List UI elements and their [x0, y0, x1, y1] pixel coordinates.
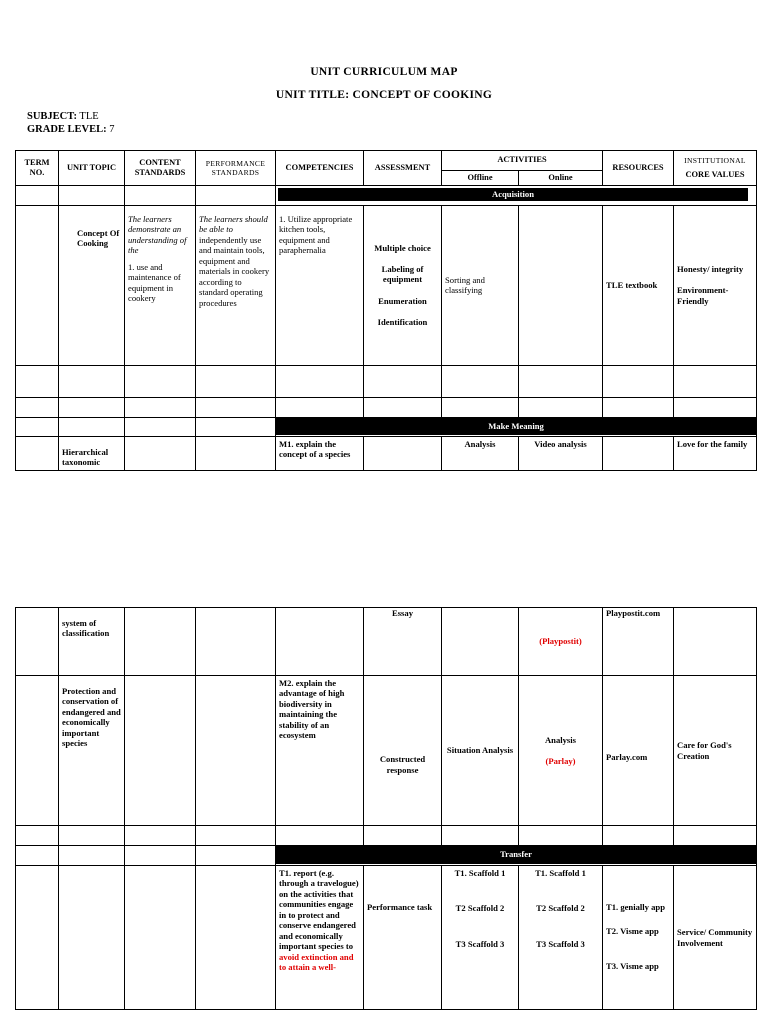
t1-online-1: T1. Scaffold 1 — [535, 868, 586, 878]
m1b-resources: Playpostit.com — [603, 608, 674, 676]
section-make-meaning-cell — [276, 417, 757, 436]
m2-assessment: Constructed response — [364, 676, 442, 826]
row1-value-2: Environment-Friendly — [677, 285, 729, 306]
row1-content — [125, 205, 196, 365]
row1-values — [674, 205, 757, 365]
row1-value-1: Honesty/ integrity — [677, 264, 744, 274]
header-online: Online — [519, 171, 603, 186]
m2-online — [519, 676, 603, 826]
t1-online-3: T3 Scaffold 3 — [536, 938, 585, 949]
row1-assessment-1: Multiple choice — [374, 242, 431, 253]
m2-values: Care for God's Creation — [674, 676, 757, 826]
t1-offline — [442, 866, 519, 1010]
row1-content-intro: The learners demonstrate an understanding of the — [128, 213, 187, 256]
m2-online-2: (Parlay) — [545, 756, 576, 766]
row1-assessment-2: Labeling of equipment — [381, 264, 424, 285]
m1-offline: Analysis — [442, 436, 519, 470]
header-activities: ACTIVITIES — [442, 151, 603, 171]
header-content-standards: CONTENT STANDARDS — [125, 151, 196, 186]
m1b-assessment: Essay — [364, 608, 442, 676]
m1-values: Love for the family — [674, 436, 757, 470]
subject-label: SUBJECT: — [27, 111, 77, 122]
m2-competency: M2. explain the advantage of high biodiversity in maintaining the stability of an ecosystem — [276, 676, 364, 826]
grade-label: GRADE LEVEL: — [27, 124, 107, 135]
row1-offline: Sorting and classifying — [442, 205, 519, 365]
header-assessment: ASSESSMENT — [364, 151, 442, 186]
section-transfer-cell — [276, 846, 757, 866]
t1-resource-2: T2. Visme app — [606, 926, 659, 937]
header-offline: Offline — [442, 171, 519, 186]
subject-value: TLE — [79, 111, 99, 122]
curriculum-table-part-2 — [15, 607, 757, 1010]
t1-resource-1: T1. genially app — [606, 902, 665, 912]
m1b-topic: system of classification — [59, 608, 125, 676]
unit-title: UNIT TITLE: CONCEPT OF COOKING — [275, 89, 493, 101]
row1-performance — [196, 205, 276, 365]
t1-competency — [276, 866, 364, 1010]
header-competencies: COMPETENCIES — [276, 151, 364, 186]
section-acquisition: Acquisition — [278, 188, 748, 200]
header-core-values — [674, 151, 757, 186]
t1-online-2: T2 Scaffold 2 — [536, 903, 585, 914]
row1-content-item: 1. use and maintenance of equipment in cookery — [128, 261, 181, 304]
t1-resources — [603, 866, 674, 1010]
subject-line — [27, 111, 99, 122]
row1-performance-intro: The learners should be able to — [199, 213, 268, 235]
row1-competency: 1. Utilize appropriate kitchen tools, equipment and paraphernalia — [276, 205, 364, 365]
t1-offline-2: T2 Scaffold 2 — [455, 903, 505, 914]
section-transfer: Transfer — [276, 846, 756, 864]
header-institutional: INSTITUTIONAL — [684, 155, 746, 165]
t1-competency-text: T1. report (e.g. through a travelogue) on the activities that communities engage in to protect and conserve endangered and economically important species to — [279, 868, 359, 952]
header-resources: RESOURCES — [603, 151, 674, 186]
curriculum-table-part-1 — [15, 150, 757, 471]
m1b-online: (Playpostit) — [519, 608, 603, 676]
row1-performance-rest: independently use and maintain tools, equipment and materials in cookery according to standard operating procedures — [199, 234, 270, 308]
m2-resources: Parlay.com — [603, 676, 674, 826]
m2-topic: Protection and conservation of endangered and economically important species — [59, 676, 125, 826]
grade-line — [27, 124, 115, 135]
header-unit-topic: UNIT TOPIC — [59, 151, 125, 186]
m1-online: Video analysis — [519, 436, 603, 470]
t1-resource-3: T3. Visme app — [606, 960, 659, 971]
section-acquisition-cell — [276, 186, 757, 205]
t1-values: Service/ Community Involvement — [674, 866, 757, 1010]
row1-assessment-4: Identification — [377, 317, 428, 328]
document-title: UNIT CURRICULUM MAP — [310, 66, 458, 78]
m1-competency: M1. explain the concept of a species — [276, 436, 364, 470]
m1-topic: Hierarchical taxonomic — [59, 436, 125, 470]
row1-topic: Concept Of Cooking — [59, 205, 125, 365]
row1-resources: TLE textbook — [603, 205, 674, 365]
header-term: TERM NO. — [16, 151, 59, 186]
t1-offline-1: T1. Scaffold 1 — [454, 868, 506, 878]
m2-offline: Situation Analysis — [442, 676, 519, 826]
section-make-meaning: Make Meaning — [276, 418, 756, 435]
t1-competency-highlight: avoid extinction and to attain a well- — [279, 951, 354, 973]
row1-assessment — [364, 205, 442, 365]
t1-assessment: Performance task — [364, 866, 442, 1010]
t1-online — [519, 866, 603, 1010]
m2-online-1: Analysis — [544, 734, 577, 745]
header-core-values-label: CORE VALUES — [685, 170, 745, 180]
grade-value: 7 — [109, 124, 115, 135]
row1-assessment-3: Enumeration — [378, 295, 427, 306]
header-performance-standards: PERFORMANCE STANDARDS — [196, 151, 276, 186]
t1-offline-3: T3 Scaffold 3 — [455, 938, 505, 949]
